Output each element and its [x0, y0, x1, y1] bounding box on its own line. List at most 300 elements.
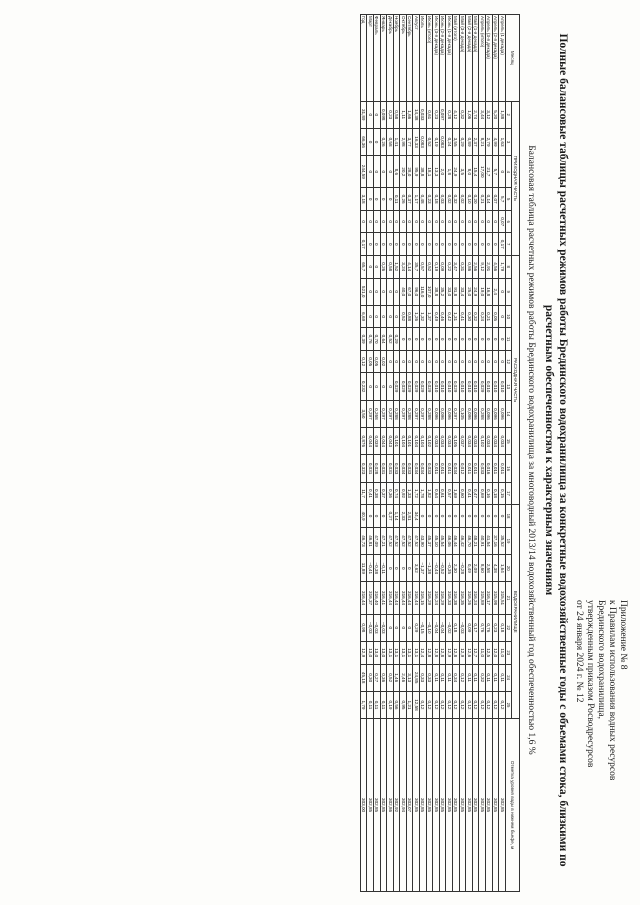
value-cell: 0 [472, 210, 479, 233]
table-row [466, 15, 473, 892]
column-number: 14 [505, 400, 511, 427]
value-cell: 0 [387, 350, 394, 373]
value-cell: 13,1 [387, 641, 394, 664]
value-cell: 0,89 [466, 128, 473, 155]
value-cell: 0,029 [479, 373, 486, 400]
value-cell: 47,21 [380, 527, 387, 554]
value-cell: 0,26 [380, 128, 387, 155]
value-cell: 47,52 [406, 527, 413, 554]
value-cell: 0 [453, 233, 460, 256]
column-number: 10 [505, 305, 511, 328]
table-row [413, 15, 420, 892]
value-cell: 302,85 [446, 719, 453, 892]
balance-table [360, 14, 520, 892]
value-cell: 0 [393, 614, 400, 641]
value-cell: 0,23 [433, 101, 440, 128]
value-cell: 24,9 [453, 156, 460, 188]
value-cell: 0 [426, 350, 433, 373]
value-cell: 0 [446, 233, 453, 256]
expense-header: РАСХОДНАЯ ЧАСТЬ [512, 255, 520, 504]
value-cell: 0,104 [420, 428, 427, 455]
value-cell: 0,07 [492, 188, 499, 211]
value-cell: 46,70 [466, 527, 473, 554]
appendix-line: Приложение № 8 [618, 600, 628, 670]
value-cell: 0,39 [360, 328, 367, 351]
value-cell: 0 [420, 210, 427, 233]
value-cell: 0 [387, 278, 394, 305]
value-cell: 0,76 [367, 328, 374, 351]
value-cell: 0,028 [373, 455, 380, 482]
value-cell: 0,41 [459, 305, 466, 328]
value-cell: 1,66 [406, 101, 413, 128]
value-cell: 12,9 [360, 641, 367, 664]
value-cell: 11,89 [360, 555, 367, 582]
value-cell: 0 [393, 555, 400, 582]
value-cell: 65,7 [360, 255, 367, 278]
value-cell: 0,12 [360, 350, 367, 373]
value-cell: 0,38 [373, 482, 380, 505]
value-cell: 0 [426, 328, 433, 351]
value-cell: 0 [439, 328, 446, 351]
column-number: 8 [505, 255, 511, 278]
value-cell: 12,0 [492, 641, 499, 664]
value-cell: 0,76 [486, 614, 493, 641]
value-cell: 0,18 [453, 614, 460, 641]
value-cell: 0 [367, 233, 374, 256]
value-cell: –0,44 [433, 555, 440, 582]
value-cell: 0,034 [486, 428, 493, 455]
value-cell: 0,46 [439, 305, 446, 328]
value-cell: 0 [393, 350, 400, 373]
value-cell: 0 [387, 210, 394, 233]
value-cell: 1,31 [453, 305, 460, 328]
value-cell: 0 [459, 233, 466, 256]
value-cell: 302,85 [439, 719, 446, 892]
value-cell: 0,23 [492, 614, 499, 641]
value-cell: 0 [439, 210, 446, 233]
value-cell: 1,88 [499, 101, 506, 128]
month-cell: Апрель (2-я декада) [492, 15, 499, 102]
value-cell: 48,21 [472, 527, 479, 554]
value-cell: 0,23 [426, 188, 433, 211]
value-cell: 0,011 [433, 455, 440, 482]
value-cell: 0 [420, 505, 427, 528]
column-number: 16 [505, 455, 511, 482]
value-cell: –0,04 [439, 614, 446, 641]
value-cell: 1,21 [406, 691, 413, 718]
value-cell: 0 [373, 505, 380, 528]
value-cell: 24,9 [472, 278, 479, 305]
value-cell: 0 [367, 373, 374, 400]
value-cell: 1,46 [393, 664, 400, 691]
value-cell: 2,0 [439, 156, 446, 188]
value-cell: 0 [406, 328, 413, 351]
value-cell: 0,34 [453, 664, 460, 691]
column-number: 17 [505, 482, 511, 505]
month-cell: Май (1-я декада) [472, 15, 479, 102]
value-cell: 302,85 [453, 719, 460, 892]
value-cell: 2,37 [472, 128, 479, 155]
value-cell: 0,36 [380, 664, 387, 691]
value-cell: 0,64 [380, 328, 387, 351]
table-row [387, 15, 394, 892]
value-cell: 0,37 [380, 482, 387, 505]
value-cell: 0,016 [486, 455, 493, 482]
value-cell: 12,8 [426, 641, 433, 664]
value-cell: 0 [413, 328, 420, 351]
value-cell: 316,26 [466, 582, 473, 614]
column-number: 21 [505, 582, 511, 614]
value-cell: 35,2 [439, 278, 446, 305]
value-cell: 0 [367, 278, 374, 305]
value-cell: 0,70 [373, 328, 380, 351]
value-cell: 302,85 [472, 719, 479, 892]
value-cell: 12,8 [439, 641, 446, 664]
value-cell: 1,72 [413, 482, 420, 505]
column-number: 24 [505, 664, 511, 691]
value-cell: 8,60 [479, 555, 486, 582]
column-number: 11 [505, 328, 511, 351]
value-cell: 0,101 [393, 428, 400, 455]
table-row [472, 15, 479, 892]
value-cell: 0,11 [380, 691, 387, 718]
value-cell: 46,42 [459, 527, 466, 554]
value-cell: 2,56 [472, 255, 479, 278]
value-cell: 45,37 [426, 527, 433, 554]
value-cell: 1,82 [426, 482, 433, 505]
value-cell: 0 [466, 210, 473, 233]
value-cell: 0 [387, 156, 394, 188]
value-cell: 0 [367, 210, 374, 233]
value-cell: 3,55 [453, 128, 460, 155]
value-cell: 0 [492, 210, 499, 233]
value-cell: 0,288 [406, 400, 413, 427]
value-cell: 66,36 [360, 128, 367, 155]
value-cell: 0 [406, 614, 413, 641]
value-cell: 4,56 [492, 255, 499, 278]
month-cell: Сентябрь [406, 15, 413, 102]
value-cell: 0 [400, 210, 407, 233]
value-cell: 0,18 [492, 482, 499, 505]
value-cell: 0,010 [459, 373, 466, 400]
value-cell: 0 [413, 233, 420, 256]
value-cell: 0,033 [406, 455, 413, 482]
table-row [486, 15, 493, 892]
value-cell: 1,69 [453, 482, 460, 505]
value-cell: 302,92 [393, 719, 400, 892]
value-cell: 0 [367, 128, 374, 155]
value-cell: 3,47 [453, 255, 460, 278]
value-cell: 0 [499, 278, 506, 305]
value-cell: 302,94 [400, 719, 407, 892]
value-cell: 0,029 [406, 373, 413, 400]
column-number: 20 [505, 555, 511, 582]
value-cell: 302,85 [492, 719, 499, 892]
value-cell: 0,41 [367, 482, 374, 505]
value-cell: 0 [420, 233, 427, 256]
value-cell: 43,90 [420, 527, 427, 554]
value-cell: 0,49 [466, 555, 473, 582]
value-cell: 47,52 [393, 527, 400, 554]
value-cell: 14,38 [413, 101, 420, 128]
value-cell: 0,12 [433, 691, 440, 718]
value-cell: 33,0 [446, 278, 453, 305]
value-cell: 0,32 [453, 188, 460, 211]
value-cell: 13,3 [433, 156, 440, 188]
value-cell: 0 [400, 350, 407, 373]
value-cell: 18,1 [426, 156, 433, 188]
value-cell: 16,33 [413, 128, 420, 155]
value-cell: 0,12 [472, 691, 479, 718]
column-number: 4 [505, 156, 511, 188]
value-cell: 0,297 [400, 400, 407, 427]
value-cell: 316,41 [380, 582, 387, 614]
value-cell: 13,1 [400, 641, 407, 664]
value-cell: 0,36 [387, 482, 394, 505]
value-cell: 25,0 [466, 278, 473, 305]
table-row [400, 15, 407, 892]
value-cell: 0,42 [446, 305, 453, 328]
value-cell: 0,12 [426, 691, 433, 718]
value-cell: 0,010 [466, 373, 473, 400]
value-cell: 13,0 [380, 641, 387, 664]
value-cell: 0,010 [446, 373, 453, 400]
value-cell: 316,37 [367, 582, 374, 614]
value-cell: 0,02 [380, 350, 387, 373]
value-cell: 302,85 [499, 719, 506, 892]
value-cell: 1,64 [499, 555, 506, 582]
value-cell: 46,44 [453, 527, 460, 554]
value-cell: 0 [426, 505, 433, 528]
table-body [360, 15, 505, 892]
value-cell: –0,10 [426, 614, 433, 641]
balance-table-wrap [360, 14, 520, 892]
value-cell: –0,04 [433, 614, 440, 641]
value-cell: 2,30 [453, 555, 460, 582]
value-cell: 0,23 [387, 101, 394, 128]
value-cell: 3,18 [360, 188, 367, 211]
value-cell: 1,41 [393, 128, 400, 155]
value-cell: 0 [400, 328, 407, 351]
value-cell: 0,56 [393, 691, 400, 718]
value-cell: 16,8 [486, 278, 493, 305]
value-cell: 0,297 [420, 400, 427, 427]
month-cell: Октябрь [400, 15, 407, 102]
value-cell: 2,46 [400, 664, 407, 691]
value-cell: 0,18 [433, 188, 440, 211]
value-cell: 0,11 [492, 664, 499, 691]
value-cell: 0,47 [472, 482, 479, 505]
value-cell: 0,12 [420, 691, 427, 718]
value-cell: 17,00 [479, 156, 486, 188]
value-cell: 0,029 [393, 373, 400, 400]
value-cell: 0,11 [439, 664, 446, 691]
value-cell: 0 [380, 210, 387, 233]
month-cell: Июль [420, 15, 427, 102]
value-cell: 0,010 [486, 373, 493, 400]
value-cell: 0 [453, 210, 460, 233]
value-cell: 0,033 [393, 455, 400, 482]
value-cell: 46,73 [360, 527, 367, 554]
value-cell: 0,101 [406, 428, 413, 455]
value-cell: 0,19 [433, 128, 440, 155]
value-cell: 46,06 [446, 527, 453, 554]
value-cell: 0,029 [426, 373, 433, 400]
value-cell: 316,44 [413, 582, 420, 614]
value-cell: 302,85 [413, 719, 420, 892]
value-cell: –0,28 [459, 555, 466, 582]
value-cell: 0 [406, 350, 413, 373]
value-cell: 0,034 [420, 455, 427, 482]
value-cell: 0,034 [472, 428, 479, 455]
value-cell: 0,12 [499, 691, 506, 718]
value-cell: 303,07 [406, 719, 413, 892]
month-cell: Февраль [373, 15, 380, 102]
value-cell: 0,043 [387, 428, 394, 455]
value-cell: 31,89 [360, 101, 367, 128]
value-cell: 40,9 [360, 505, 367, 528]
table-row [380, 15, 387, 892]
value-cell: 0,11 [472, 664, 479, 691]
value-cell: 0,69 [479, 482, 486, 505]
value-cell: 0,11 [433, 664, 440, 691]
value-cell: 0,17 [360, 233, 367, 256]
value-cell: 0,029 [420, 373, 427, 400]
value-cell: 302,85 [433, 719, 440, 892]
value-cell: 0,16 [486, 482, 493, 505]
value-cell: 0 [466, 505, 473, 528]
value-cell: 0 [360, 210, 367, 233]
value-cell: 0 [380, 505, 387, 528]
value-cell: 0,05 [367, 350, 374, 373]
value-cell: 37,16 [492, 527, 499, 554]
value-cell: 0,29 [413, 614, 420, 641]
value-cell: 1,78 [420, 482, 427, 505]
value-cell: 6,69 [360, 305, 367, 328]
value-cell: 12,8 [453, 641, 460, 664]
value-cell: 0 [433, 210, 440, 233]
value-cell: 3,62 [413, 555, 420, 582]
value-cell: 0 [426, 210, 433, 233]
value-cell: 0 [466, 350, 473, 373]
value-cell: 302,85 [466, 719, 473, 892]
value-cell: 0,034 [466, 428, 473, 455]
value-cell: 0 [387, 614, 394, 641]
table-subtitle: Балансовая таблица расчетных режимов работы Брединского водохранилища за многоводный 2013/14 водохозяйственный год обеспеченностью 1,6 % [526, 145, 536, 755]
value-cell: 0 [459, 505, 466, 528]
value-cell: 35,7 [413, 255, 420, 278]
value-cell: 0 [380, 278, 387, 305]
value-cell: 0,57 [420, 255, 427, 278]
month-cell: Апрель (3-я декада) [486, 15, 493, 102]
value-cell: 13,1 [406, 641, 413, 664]
value-cell: 0 [479, 350, 486, 373]
value-cell: 0,033 [479, 455, 486, 482]
value-cell: 316,44 [393, 582, 400, 614]
value-cell: 2,58 [486, 555, 493, 582]
value-cell: 0 [479, 505, 486, 528]
value-cell: 0,28 [446, 101, 453, 128]
value-cell: 12,9 [446, 641, 453, 664]
value-cell: 0,27 [387, 505, 394, 528]
value-cell: 0,21 [486, 305, 493, 328]
value-cell: 15,4 [472, 156, 479, 188]
value-cell: –0,38 [373, 555, 380, 582]
value-cell: 0 [367, 156, 374, 188]
value-cell: 316,44 [406, 582, 413, 614]
value-cell: 0 [387, 233, 394, 256]
value-cell: 0,57 [446, 482, 453, 505]
value-cell: 47,09 [373, 527, 380, 554]
value-cell: 1,33 [406, 482, 413, 505]
value-cell: 96,0 [413, 278, 420, 305]
value-cell: 0 [439, 505, 446, 528]
value-cell: 1,06 [466, 101, 473, 128]
month-cell: Март [367, 15, 374, 102]
value-cell: 1,79 [360, 691, 367, 718]
value-cell: 0,096 [499, 400, 506, 427]
value-cell: 47,52 [413, 527, 420, 554]
month-cell: Июнь (2-я декада) [439, 15, 446, 102]
value-cell: 12,8 [433, 641, 440, 664]
value-cell: 0,297 [453, 400, 460, 427]
value-cell: 0 [373, 373, 380, 400]
value-cell: 0,323 [360, 455, 367, 482]
value-cell: 0,26 [380, 255, 387, 278]
value-cell: 0,95 [400, 691, 407, 718]
value-cell: 302,86 [387, 719, 394, 892]
value-cell: 0,64 [433, 482, 440, 505]
value-cell: –0,03 [373, 614, 380, 641]
value-cell: 0,297 [387, 400, 394, 427]
month-cell: Май (3-я декада) [459, 15, 466, 102]
value-cell: 0,76 [479, 614, 486, 641]
value-cell: 0,11 [446, 664, 453, 691]
value-cell: 0,92 [400, 482, 407, 505]
value-cell: 0,034 [439, 428, 446, 455]
value-cell: 0 [472, 233, 479, 256]
value-cell: 8,21 [479, 128, 486, 155]
value-cell: 0 [420, 328, 427, 351]
value-cell: 0,12 [453, 691, 460, 718]
value-cell: 0,27 [373, 664, 380, 691]
value-cell: 0 [413, 350, 420, 373]
value-cell: 41,54 [486, 527, 493, 554]
value-cell: 316,35 [459, 582, 466, 614]
value-cell: 0,12 [446, 691, 453, 718]
value-cell: 0,288 [479, 400, 486, 427]
value-cell: 3,13 [406, 664, 413, 691]
value-cell: 35,52 [499, 527, 506, 554]
value-cell: 46,81 [367, 527, 374, 554]
value-cell: 1,11 [400, 101, 407, 128]
value-cell: 0,03 [439, 188, 446, 211]
value-cell: 0,011 [499, 455, 506, 482]
value-cell: 0,33 [426, 664, 433, 691]
value-cell: 33,4 [459, 278, 466, 305]
value-cell: 316,24 [433, 582, 440, 614]
value-cell: 13,1 [413, 641, 420, 664]
value-cell: 1,37 [426, 305, 433, 328]
value-cell: 0,034 [453, 455, 460, 482]
value-cell: 3,44 [479, 101, 486, 128]
value-cell: 0,49 [433, 305, 440, 328]
value-cell: 1,14 [393, 505, 400, 528]
column-number: 23 [505, 641, 511, 664]
value-cell: 0,60 [459, 482, 466, 505]
value-cell: 12,4 [420, 641, 427, 664]
column-number: 7 [505, 233, 511, 256]
